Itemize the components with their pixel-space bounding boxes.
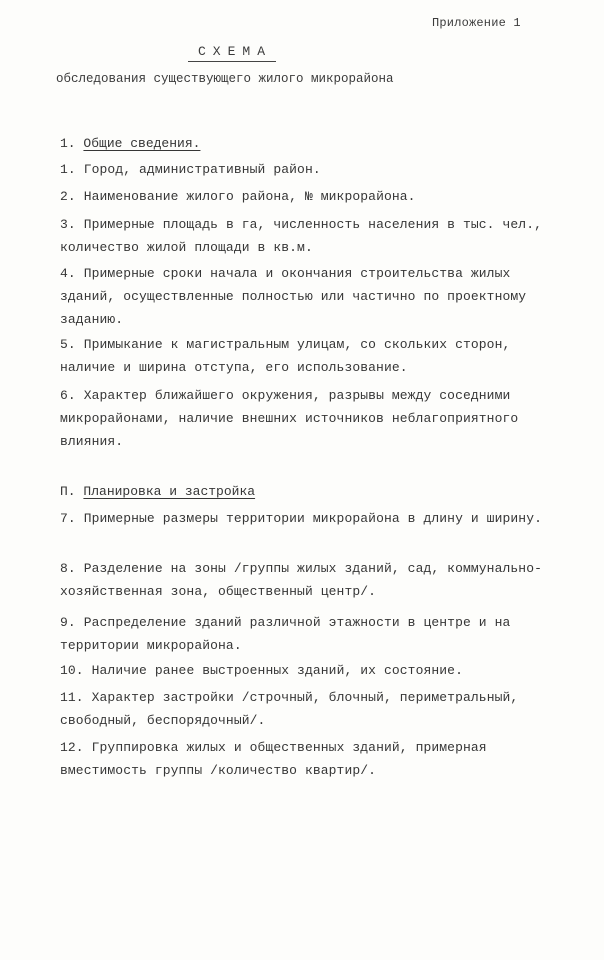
list-item-10 (60, 659, 572, 682)
item-text: Наличие ранее выстроенных зданий, их состояние. (91, 663, 463, 678)
item-number: 7. (60, 511, 76, 526)
title-underline (188, 61, 276, 62)
list-item-3 (60, 213, 575, 259)
item-number: 11. (60, 690, 84, 705)
list-item-12 (60, 736, 572, 782)
item-text: Распределение зданий различной этажности в центре и на территории микрорайона. (60, 615, 511, 653)
list-item-1 (60, 158, 572, 181)
document-title: СХЕМА (197, 44, 272, 59)
list-item-4 (60, 262, 572, 331)
item-number: 12. (60, 740, 84, 755)
item-number: 3. (60, 217, 76, 232)
list-item-8 (60, 557, 572, 603)
section-1-heading (60, 132, 200, 155)
item-text: Группировка жилых и общественных зданий, примерная вместимость группы /количество квартир/. (60, 740, 487, 778)
item-number: 8. (60, 561, 76, 576)
list-item-2 (60, 185, 572, 208)
item-text: Примерные сроки начала и окончания строительства жилых зданий, осуществленные полностью или частично по проектному заданию. (60, 266, 527, 327)
item-number: 1. (60, 162, 76, 177)
document-subtitle: обследования существующего жилого микрорайона (56, 72, 394, 86)
item-text: Характер застройки /строчный, блочный, периметральный, свободный, беспорядочный/. (60, 690, 519, 728)
item-number: 9. (60, 615, 76, 630)
item-text: Характер ближайшего окружения, разрывы между соседними микрорайонами, наличие внешних источников неблагоприятного влияния. (60, 388, 519, 449)
section-2-number: П. (60, 484, 76, 499)
item-text: Город, административный район. (83, 162, 321, 177)
item-text: Примыкание к магистральным улицам, со скольких сторон, наличие и ширина отступа, его использование. (60, 337, 511, 375)
item-text: Разделение на зоны /группы жилых зданий, сад, коммунально-хозяйственная зона, общественный центр/. (60, 561, 542, 599)
section-2-title: Планировка и застройка (83, 484, 256, 499)
list-item-7 (60, 507, 572, 530)
list-item-11 (60, 686, 572, 732)
item-number: 2. (60, 189, 76, 204)
list-item-9 (60, 611, 572, 657)
item-number: 5. (60, 337, 76, 352)
list-item-5 (60, 333, 572, 379)
item-text: Примерные площадь в га, численность населения в тыс. чел., количество жилой площади в кв.м. (60, 217, 542, 255)
section-1-title: Общие сведения. (83, 136, 201, 151)
item-number: 4. (60, 266, 76, 281)
section-1-number: 1. (60, 136, 76, 151)
section-2-heading (60, 480, 255, 503)
item-text: Примерные размеры территории микрорайона в длину и ширину. (83, 511, 542, 526)
item-text: Наименование жилого района, № микрорайона. (83, 189, 416, 204)
list-item-6 (60, 384, 572, 453)
appendix-label: Приложение 1 (432, 16, 521, 30)
item-number: 6. (60, 388, 76, 403)
item-number: 10. (60, 663, 84, 678)
